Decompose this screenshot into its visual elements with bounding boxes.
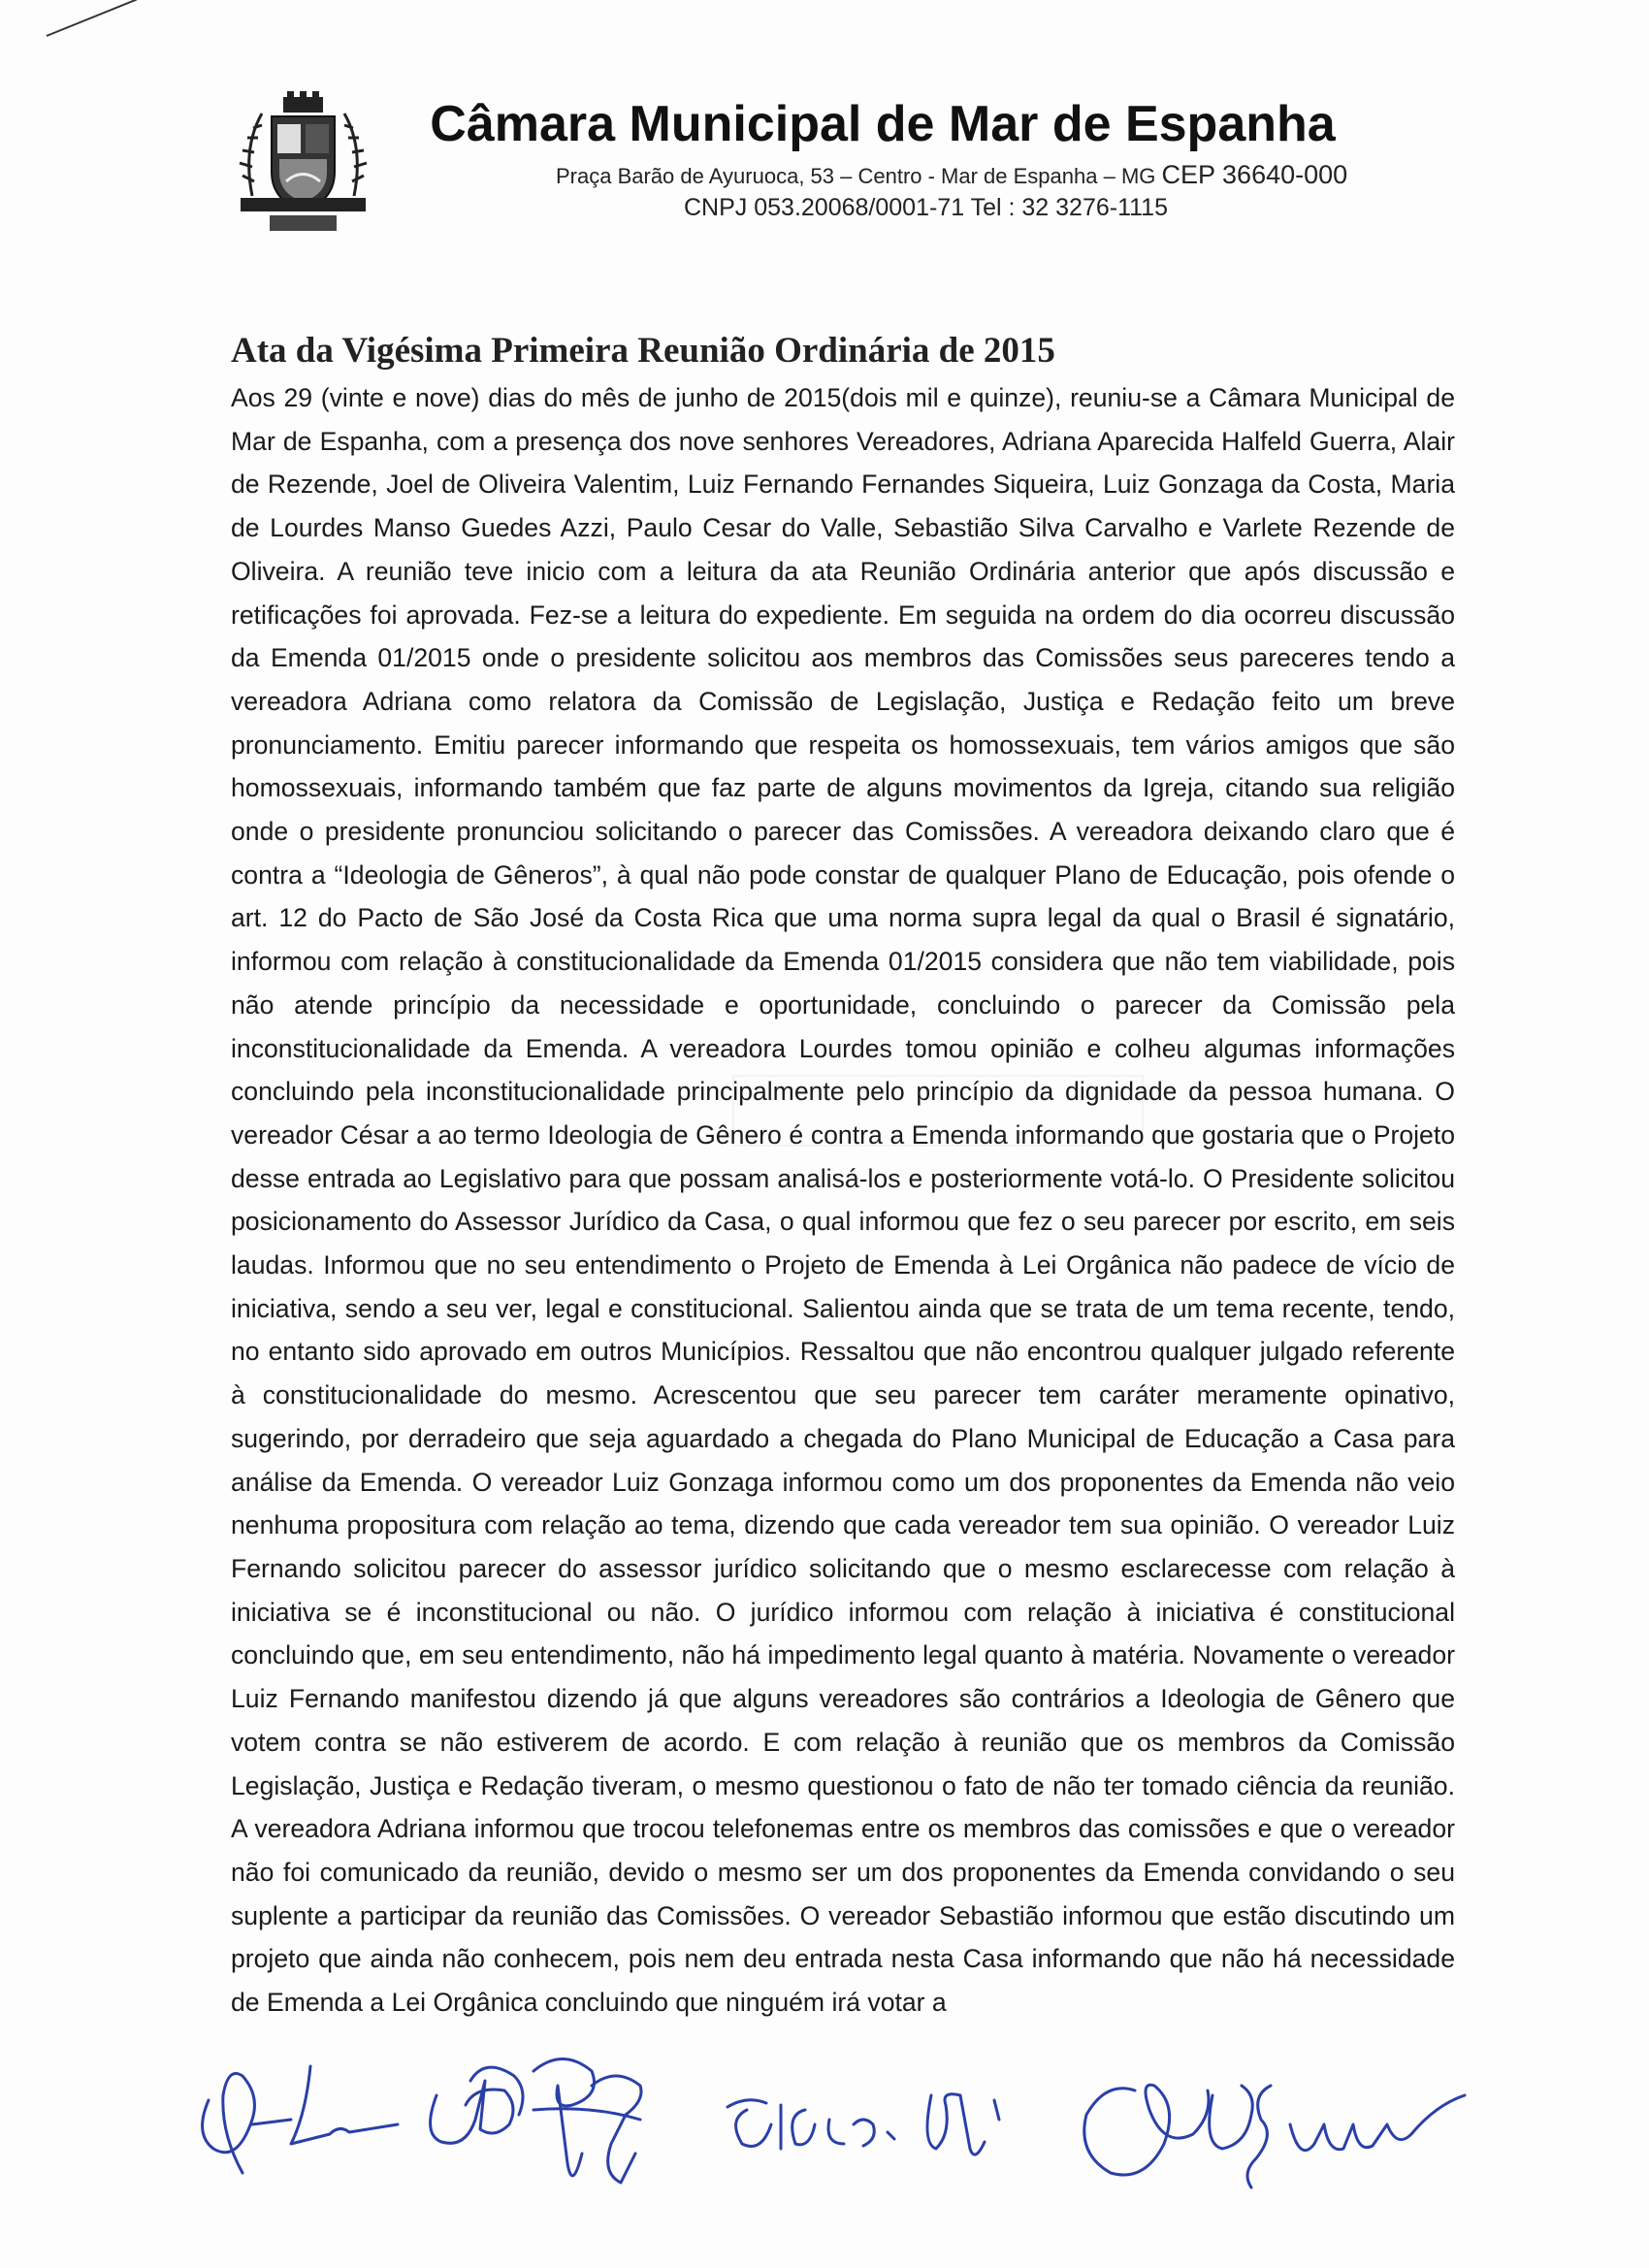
signature-6 (1084, 2085, 1252, 2175)
signature-4 (728, 2100, 894, 2149)
signature-3 (534, 2059, 641, 2184)
signature-1 (203, 2066, 398, 2173)
postal-code: CEP 36640-000 (1161, 160, 1348, 189)
paper-mark (47, 0, 137, 37)
signatures-area (184, 2027, 1494, 2241)
signature-7 (1247, 2086, 1465, 2187)
minutes-body: Aos 29 (vinte e nove) dias do mês de junho de 2015(dois mil e quinze), reuniu-se a Câmara Municipal de Mar de Espanha, com a presença dos nove senhores Vereadores, Adriana Aparecida Halfeld Guerra, Alair de Rezende, Joel de Oliveira Valentim, Luiz Fernando Fernandes Siqueira, Luiz Gonzaga da Costa, Maria de Lourdes Manso Guedes Azzi, Paulo Cesar do Valle, Sebastião Silva Carvalho e Varlete Rezende de Oliveira. A reunião teve inicio com a leitura da ata Reunião Ordinária anterior que após discussão e retificações foi aprovada. Fez-se a leitura do expediente. Em seguida na ordem do dia ocorreu discussão da Emenda 01/2015 onde o presidente solicitou aos membros das Comissões seus pareceres tendo a vereadora Adriana como relatora da Comissão de Legislação, Justiça e Redação feito um breve pronunciamento. Emitiu parecer informando que respeita os homossexuais, tem vários amigos que são homossexuais, informando também que faz parte de alguns movimentos da Igreja, citando sua religião onde o presidente pronunciou solicitando o parecer das Comissões. A vereadora deixando claro que é contra a “Ideologia de Gêneros”, à qual não pode constar de qualquer Plano de Educação, pois ofende o art. 12 do Pacto de São José da Costa Rica que uma norma supra legal da qual o Brasil é signatário, informou com relação à constitucionalidade da Emenda 01/2015 considera que não tem viabilidade, pois não atende princípio da necessidade e oportunidade, concluindo o parecer da Comissão pela inconstitucionalidade da Emenda. A vereadora Lourdes tomou opinião e colheu algumas informações concluindo pela inconstitucionalidade principalmente pelo princípio da dignidade da pessoa humana. O vereador César a ao termo Ideologia de Gênero é contra a Emenda informando que gostaria que o Projeto desse entrada ao Legislativo para que possam analisá-los e posteriormente votá-lo. O Presidente solicitou posicionamento do Assessor Jurídico da Casa, o qual informou que fez o seu parecer por escrito, em seis laudas. Informou que no seu entendimento o Projeto de Emenda à Lei Orgânica não padece de vício de iniciativa, sendo a seu ver, legal e constitucional. Salientou ainda que se trata de um tema recente, tendo, no entanto sido aprovado em outros Municípios. Ressaltou que não encontrou qualquer julgado referente à constitucionalidade do mesmo. Acrescentou que seu parecer tem caráter meramente opinativo, sugerindo, por derradeiro que seja aguardado a chegada do Plano Municipal de Educação a Casa para análise da Emenda. O vereador Luiz Gonzaga informou como um dos proponentes da Emenda não veio nenhuma propositura com relação ao tema, dizendo que cada vereador tem sua opinião. O vereador Luiz Fernando solicitou parecer do assessor jurídico solicitando que o mesmo esclarecesse com relação à iniciativa se é inconstitucional ou não. O jurídico informou com relação à iniciativa é constitucional concluindo que, em seu entendimento, não há impedimento legal quanto à matéria. Novamente o vereador Luiz Fernando manifestou dizendo já que alguns vereadores são contrários a Ideologia de Gênero que votem contra se não estiverem de acordo. E com relação à reunião que os membros da Comissão Legislação, Justiça e Redação tiveram, o mesmo questionou o fato de não ter tomado ciência da reunião. A vereadora Adriana informou que trocou telefonemas entre os membros das comissões e que o vereador não foi comunicado da reunião, devido o mesmo ser um dos proponentes da Emenda convidando o seu suplente a participar da reunião das Comissões. O vereador Sebastião informou que estão discutindo um projeto que ainda não conhecem, pois nem deu entrada nesta Casa informando que não há necessidade de Emenda a Lei Orgânica concluindo que ninguém irá votar a (231, 383, 1455, 2018)
signature-2 (431, 2067, 523, 2143)
cnpj-phone: CNPJ 053.20068/0001-71 Tel : 32 3276-1115 (684, 194, 1168, 221)
institution-name: Câmara Municipal de Mar de Espanha (430, 96, 1336, 152)
document-title: Ata da Vigésima Primeira Reunião Ordinária de 2015 (231, 331, 1055, 371)
institution-address (556, 160, 1347, 190)
signature-5 (927, 2094, 999, 2155)
address-text: Praça Barão de Ayuruoca, 53 – Centro - Mar de Espanha – MG (556, 164, 1156, 188)
